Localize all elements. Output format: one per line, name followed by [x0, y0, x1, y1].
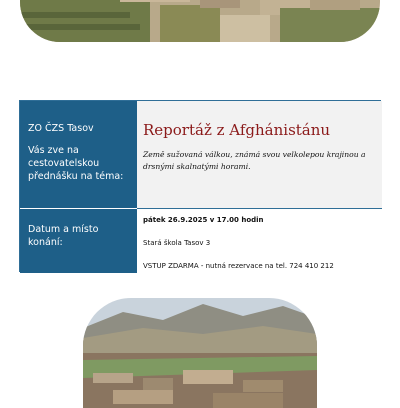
photo-afghan-village-terraces: [20, 0, 380, 42]
organizer-name: ZO ČZS Tasov: [28, 123, 94, 134]
date-place-label: Datum a místo konání:: [20, 208, 137, 273]
invite-text: Vás zve na cestovatelskou přednášku na téma:: [28, 145, 124, 182]
event-date-time: pátek 26.9.2025 v 17.00 hodin: [143, 216, 264, 224]
event-title: Reportáž z Afghánistánu: [143, 121, 331, 139]
organizer-panel: [20, 101, 137, 208]
event-info-card: [19, 100, 381, 272]
admission-note: VSTUP ZDARMA - nutná rezervace na tel. 724 410 212: [143, 262, 334, 270]
photo-afghan-mountain-village: [83, 298, 317, 408]
topic-panel: [137, 101, 382, 208]
date-place-panel: [137, 208, 382, 273]
event-subtitle: Země sužovaná válkou, známá svou velkolepou krajinou a drsnými skalnatými horami.: [143, 150, 366, 171]
event-venue: Stará škola Tasov 3: [143, 239, 211, 247]
